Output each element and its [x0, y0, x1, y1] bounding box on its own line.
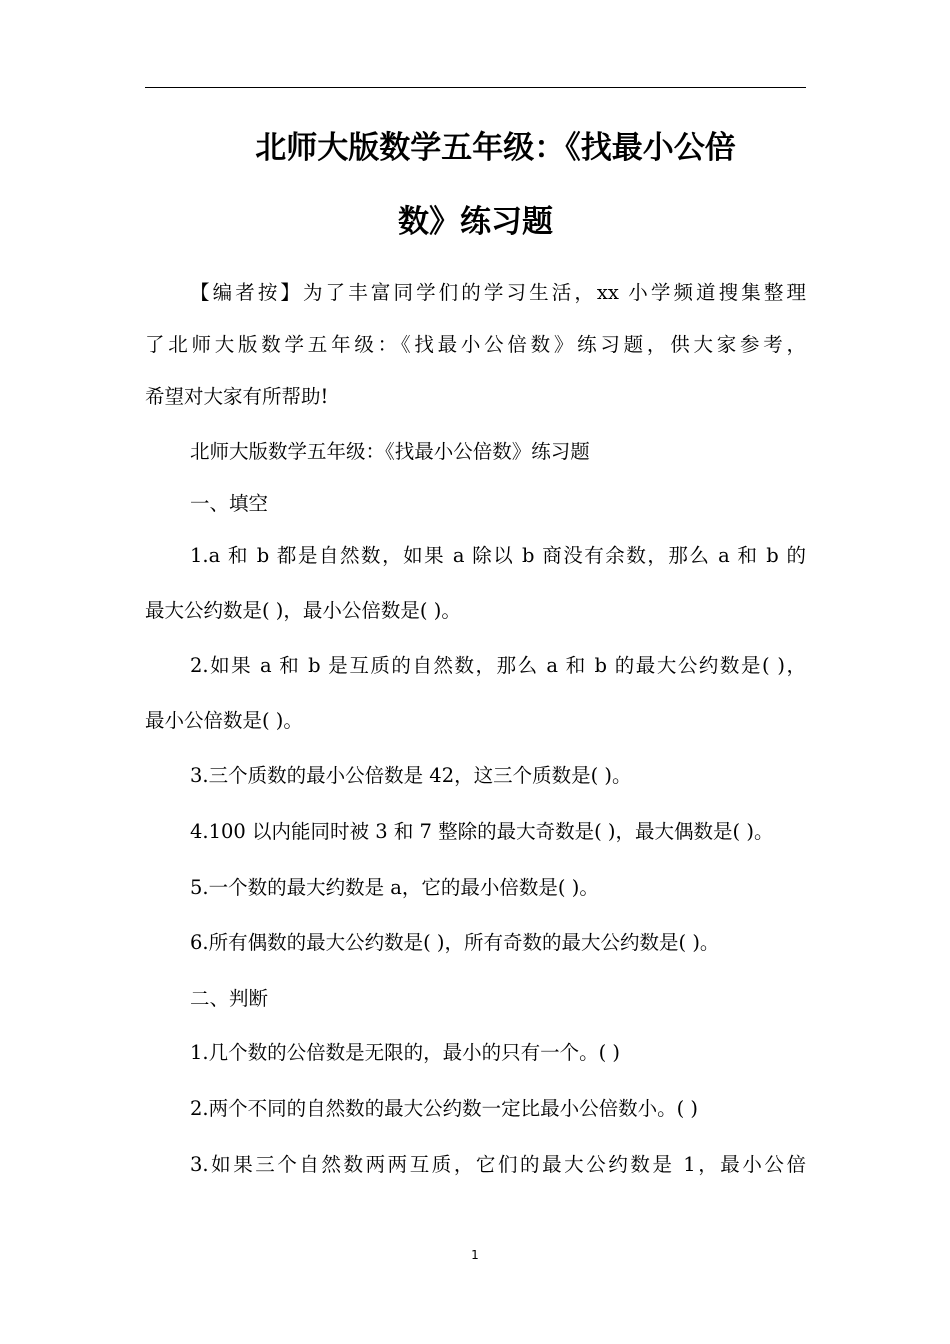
- intro-line-1: 【编者按】为了丰富同学们的学习生活，xx 小学频道搜集整理: [190, 281, 806, 304]
- judgment-1: 1.几个数的公倍数是无限的，最小的只有一个。( ): [190, 1041, 621, 1064]
- intro-line-2: 了北师大版数学五年级：《找最小公倍数》练习题，供大家参考，: [145, 333, 806, 356]
- judgment-3-line-1: 3.如果三个自然数两两互质，它们的最大公约数是 1，最小公倍: [190, 1153, 806, 1176]
- section-heading-true-false: 二、判断: [190, 987, 269, 1010]
- question-2-line-1: 2.如果 a 和 b 是互质的自然数，那么 a 和 b 的最大公约数是( )，: [190, 654, 806, 677]
- subtitle: 北师大版数学五年级：《找最小公倍数》练习题: [190, 440, 590, 463]
- intro-line-3: 希望对大家有所帮助!: [145, 385, 329, 408]
- judgment-2: 2.两个不同的自然数的最大公约数一定比最小公倍数小。( ): [190, 1097, 699, 1120]
- question-1-line-2: 最大公约数是( )，最小公倍数是( )。: [145, 599, 461, 622]
- question-3: 3.三个质数的最小公倍数是 42，这三个质数是( )。: [190, 764, 632, 787]
- document-title-line-2: 数》练习题: [398, 204, 553, 240]
- section-heading-fill-in: 一、填空: [190, 492, 269, 515]
- header-rule: [145, 87, 806, 88]
- document-title-line-1: 北师大版数学五年级：《找最小公倍: [255, 130, 736, 166]
- question-2-line-2: 最小公倍数是( )。: [145, 709, 303, 732]
- page-number: 1: [471, 1248, 479, 1262]
- question-4: 4.100 以内能同时被 3 和 7 整除的最大奇数是( )，最大偶数是( )。: [190, 820, 774, 843]
- question-5: 5.一个数的最大约数是 a，它的最小倍数是( )。: [190, 876, 599, 899]
- question-1-line-1: 1.a 和 b 都是自然数，如果 a 除以 b 商没有余数，那么 a 和 b 的: [190, 544, 806, 567]
- question-6: 6.所有偶数的最大公约数是( )，所有奇数的最大公约数是( )。: [190, 931, 720, 954]
